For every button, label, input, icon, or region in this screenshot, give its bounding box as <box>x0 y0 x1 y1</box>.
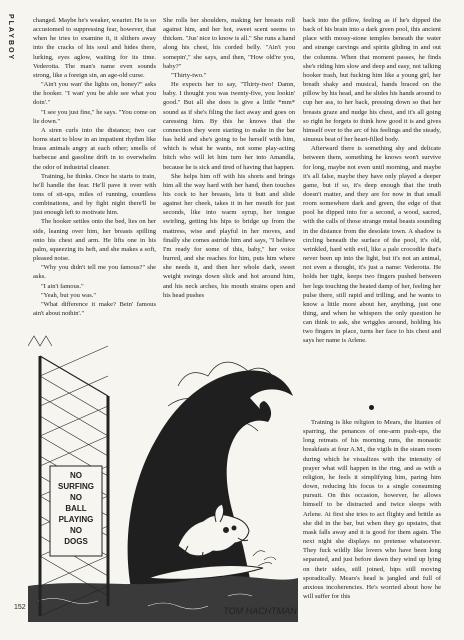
paragraph: changed. Maybe he's weaker, wearier. He is so accustomed to suppressing fear, however, that when he tries to examine it, it slithers away into the cracks of his soul and hides there, lurking, eyes aglow, waiting for its time. Vederotta. The man's name even sounds strong, like a foreign sin, an age-old curse. <box>33 17 156 79</box>
page-number: 152 <box>14 604 26 611</box>
sign-line: PLAYING <box>58 515 94 524</box>
artist-signature: TOM HACHTMAN <box>223 606 297 616</box>
sign-line: BALL <box>65 504 87 513</box>
text-column-1 <box>33 16 156 318</box>
paragraph: Training, he thinks. Once he starts to train, he'll handle the fear. He'll pave it over with tons of sit-ups, miles of running, countless combinations, and by fight night there'll be just enough left to motivate him. <box>33 172 156 217</box>
sign-line: NO <box>70 471 82 480</box>
paragraph: "Thirty-two." <box>171 71 207 79</box>
text-column-3 <box>303 16 441 411</box>
section-break-bullet <box>369 405 374 410</box>
paragraph: "Why you didn't tell me you famous?" she asks. <box>33 264 156 281</box>
sign-line: SURFING <box>58 482 94 491</box>
paragraph: She rolls her shoulders, making her breasts roll against him, and her hot, sweet scent seems to thicken. "Jus' nice to know is all." She runs a hand along his chest, his corded belly. "Ain't you somepin'," she says, and then, "How old're you, baby?" <box>163 17 295 70</box>
paragraph: "Yeah, but you was." <box>41 291 97 299</box>
paragraph: The hooker settles onto the bed, lies on her side, leaning over him, her breasts spilling onto his chest and arm. He lifts one in his palm, squeezing its heft, and she makes a soft, pleased noise. <box>33 218 156 263</box>
sign-line: DOGS <box>64 537 88 546</box>
splash <box>253 551 276 566</box>
paragraph: "I see you just fine," he says. "You come on lie down." <box>33 108 156 125</box>
running-head: PLAYBOY <box>7 14 14 62</box>
paragraph: He expects her to say, "Thirty-two! Damn, baby. I thought you was twenty-five, you lookin' good." But all she does is give a little *mm* sound as if she's filing the fact away and goes on caressing him. By this he knows that the connection they were starting to make in the bar has held and she's going to be herself with him, which is what he wants, not some play-acting bitch who will let him turn her into Amandla, because he is sick and tired of having that happen. <box>163 81 295 171</box>
text-column-3-continued <box>303 418 441 620</box>
text-column-2 <box>163 16 295 318</box>
sign-line: NO <box>70 493 82 502</box>
paragraph: A siren curls into the distance; two car horns start to blow in an impatient rhythm like brass animals angry at each other; smells of barbecue and gasoline drift in to overwhelm the odor of industrial cleaner. <box>33 126 156 171</box>
paragraph: "Ain't you wan' the lights on, honey?" asks the hooker. "I wan' you be able see what you doin'." <box>33 81 156 107</box>
surf-cartoon-illustration <box>28 316 298 622</box>
sign-line: NO <box>70 526 82 535</box>
paragraph: Afterward there is something shy and delicate between them, something he knows won't survive for long, maybe not even until morning, and maybe it's all false, maybe they have only played a deeper game, but if so, it's deep enough that the truth doesn't matter, and they are for now in that small room somewhere dark and green, the edge of that pool he dipped into for a second, a wood, sacred, with the calls of those strange metal beasts sounding in the distance from the desolate town. A shadow is circling beneath the surface of the pool, it's old, wrinkled, hard with evil, like a pale crocodile that's never been up into the light, but it's not an animal, not even a thought, it's just a name: Vederotta. He holds her tight, keeps two fingers pushed between her legs touching the heated damp of her, feeling her pulse there, still rapid and trilling, and he wants to know a little more about her, anything, just one thing, and when he whispers the only question he can think to ask, she wriggles around, holding his two fingers in place, turns her face to his chest and says her name is Arlene. <box>303 145 441 345</box>
paragraph: back into the pillow, feeling as if he's dipped the back of his brain into a dark green pool, this ancient place with mossy-stone temples beneath the water and strange carvings and spirits gliding in and out the columns. When that moment passes, he finds she's riding him slow and deep and easy, not talking hooker trash, but fucking him like a young girl, her breath shaky and musical, hands braced on the pillow by his head, and he slides his hands around to cup her ass, to her back, pressing down so that her breasts graze and nudge his chest, and it's all going so right he forgets to think how good it is and gives himself over to the arc of his feelings and the steady, sinuous beat of her heart-filled body. <box>303 17 441 144</box>
paragraph: "I ain't famous." <box>41 282 84 290</box>
paragraph: She helps him off with his shorts and brings him all the way hard with her hand, then touches his cock to her breasts, lets it butt and slide against her cheek, takes it in her mouth for just seconds, like into warm syrup, her tongue swirling, getting his hips to bridge up from the mattress, wise and playful in her moves, and finally she comes astride him and says, "I believe I'm ready for some of this, baby," her voice burred, and she reaches for him, puts him where she needs it, and then her whole dark, sweet weight swings down slick and hot around him, and his neck arches, his mouth strains open and his head pushes <box>163 172 295 299</box>
paragraph: Training is like religion to Mears, the litanies of sparring, the penances of one-arm push-ups, the long retreats of his morning runs, the monastic breakfasts at four A.M., the vigils in the steam room during which he visualizes with the intensity of prayer what will happen in the ring, and as with a religion, he feels it simplifying him, paring him down, reducing his focus to a single consuming pursuit. On this occasion, however, he allows himself to be distracted and twice sleeps with Arlene. At first she tries to act flighty and brittle as she did in the bar, but when they go upstairs, that mask falls away and it is good for them again. The next night she displays no pretense whatsoever. They fuck wildly like lovers who have been long separated, and just before dawn they wind up lying on their sides, still joined, hips still moving sporadically. Mears's head is jangled and full of anxious incoherencies. He's worried about how he will suffer for this <box>303 419 441 600</box>
paragraph: "What difference it make? Bein' famous ain't about nothin'." <box>33 300 156 317</box>
